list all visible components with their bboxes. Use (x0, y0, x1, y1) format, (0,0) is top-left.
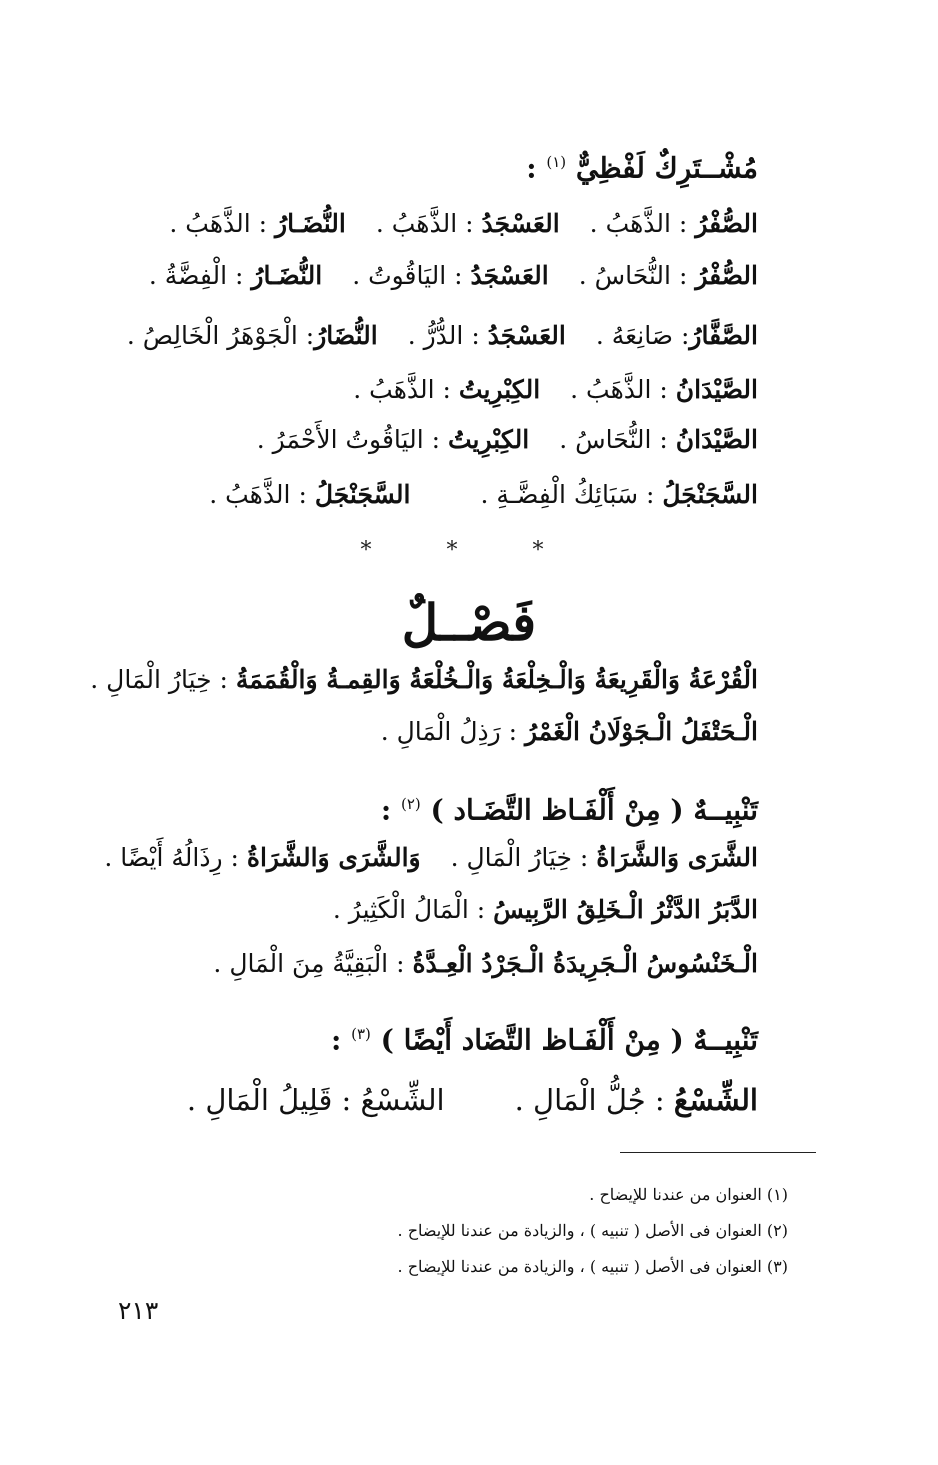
headword: السَّجَنْجَلُ (314, 480, 411, 509)
definition: : النُّحَاسُ . (559, 425, 676, 454)
heading-colon: : (380, 793, 392, 827)
headword: الصَّيْدَانُ (675, 425, 758, 454)
definition: : قَلِيلُ الْمَالِ . (186, 1083, 361, 1117)
section-heading-tanbih-2 (120, 1014, 758, 1060)
footnote-ref: (٣) (351, 1025, 371, 1043)
definition: : الْمَالُ الْكَثِيرُ . (332, 895, 494, 924)
headword: الصُّفْرُ (695, 209, 758, 238)
headword: النُّضَـارُ (275, 209, 346, 238)
page-number: ٢١٣ (118, 1296, 159, 1325)
definition: : اليَاقُوتُ الأَحْمَرُ . (256, 425, 448, 454)
footnote-2: (٢) العنوان فى الأصل ( تنبيه ) ، والزيادة من عندنا للإيضاح . (397, 1221, 788, 1240)
definition: : الذَّهَبُ . (570, 375, 676, 404)
section-heading-tanbih-1 (120, 784, 758, 830)
headword: الدَّبَرُ الدَّثْرُ الْـخَلِقُ الرَّبِيسُ (493, 895, 758, 924)
definition: : الذَّهَبُ . (353, 375, 459, 404)
definition: : جُلُّ الْمَالِ . (514, 1083, 674, 1117)
definition: : صَانِعَهُ . (595, 321, 690, 350)
headword: الْـحَتْفَلُ الْـجَوْلَانُ الْغَمْرُ (525, 717, 758, 746)
entry-line (120, 256, 758, 296)
entry-line (120, 420, 758, 460)
entry-line (120, 890, 758, 930)
entry-line (104, 838, 758, 878)
headword: العَسْجَدُ (470, 261, 549, 290)
footnote-3: (٣) العنوان فى الأصل ( تنبيه ) ، والزيادة من عندنا للإيضاح . (397, 1257, 788, 1276)
definition: : الذَّهَبُ . (589, 209, 696, 238)
headword: النُّضَارُ (314, 321, 378, 350)
entry-line (120, 712, 758, 752)
definition: : الذَّهَبُ . (375, 209, 482, 238)
definition: : سَبَائِكُ الْفِضَّـةِ . (480, 480, 663, 509)
definition: : الْفِضَّةُ . (148, 261, 252, 290)
footnote-separator (620, 1152, 816, 1153)
chapter-title-fasl: فَصْــلٌ (401, 593, 537, 652)
definition: : خِيَارُ الْمَالِ . (450, 843, 597, 872)
headword: الكِبْرِيتُ (447, 425, 530, 454)
section-divider-stars: * * * (360, 538, 578, 563)
entry-line (120, 316, 758, 356)
footnote-1: (١) العنوان من عندنا للإيضاح . (589, 1185, 788, 1204)
heading-text: تَنْبِيــهٌ ( مِنْ أَلْفَـاظ التَّضَاد أَيْضًا ) (380, 1023, 758, 1057)
headword: الْـخَنْسُوسُ الْـجَرِيدَةُ الْـجَرْدُ الْعِـدَّةُ (412, 949, 758, 978)
entry-line (120, 204, 758, 244)
heading-colon: : (526, 151, 537, 185)
heading-text: مُشْــتَرِكٌ لَفْظِيٌّ (575, 151, 758, 185)
headword: الشَّرَى وَالشَّرَاةُ (596, 843, 758, 872)
headword: الْقُرْعَةُ وَالْقَرِيعَةُ وَالْـخِلْعَةُ وَالْـخُلْعَةُ وَالقِمـةُ وَالْقُمَمَةُ (235, 665, 758, 694)
definition: : رِذَالُهُ أَيْضًا . (104, 843, 247, 872)
headword: النُّضَـارُ (251, 261, 323, 290)
headword: الشِّسْعُ (673, 1083, 758, 1117)
headword: العَسْجَدُ (481, 209, 560, 238)
definition: : رَذِلُ الْمَالِ . (380, 717, 526, 746)
definition: : اليَاقُوتُ . (352, 261, 471, 290)
headword: الصَّفَّارُ (689, 321, 758, 350)
headword: الصُّفْرُ (695, 261, 758, 290)
entry-line (120, 475, 758, 515)
entry-line (90, 660, 758, 700)
definition: : الدُّرُّ . (407, 321, 488, 350)
footnote-ref: (٢) (401, 795, 421, 813)
definition: : الذَّهَبُ . (209, 480, 315, 509)
entry-line (120, 944, 758, 984)
section-heading-mushtarak (120, 142, 758, 188)
definition: : خِيَارُ الْمَالِ . (90, 665, 236, 694)
headword: الكِبْرِيتُ (458, 375, 541, 404)
heading-text: تَنْبِيــهٌ ( مِنْ أَلْفَـاظ التَّضَـاد ) (430, 793, 758, 827)
definition: : الذَّهَبُ . (169, 209, 276, 238)
entry-line (120, 1080, 758, 1120)
headword: الصَّيْدَانُ (675, 375, 758, 404)
entry-line (120, 370, 758, 410)
definition: الشِّسْعُ (360, 1083, 445, 1117)
definition: : النُّحَاسُ . (578, 261, 696, 290)
definition: : الْبَقِيَّةُ مِنَ الْمَالِ . (213, 949, 413, 978)
footnote-ref: (١) (546, 153, 567, 171)
headword: العَسْجَدُ (487, 321, 566, 350)
headword: السَّجَنْجَلُ (662, 480, 758, 509)
definition: : الْجَوْهَرُ الْخَالِصُ . (126, 321, 315, 350)
headword: وَالشَّرَى وَالشَّرَاةُ (246, 843, 421, 872)
heading-colon: : (330, 1023, 342, 1057)
